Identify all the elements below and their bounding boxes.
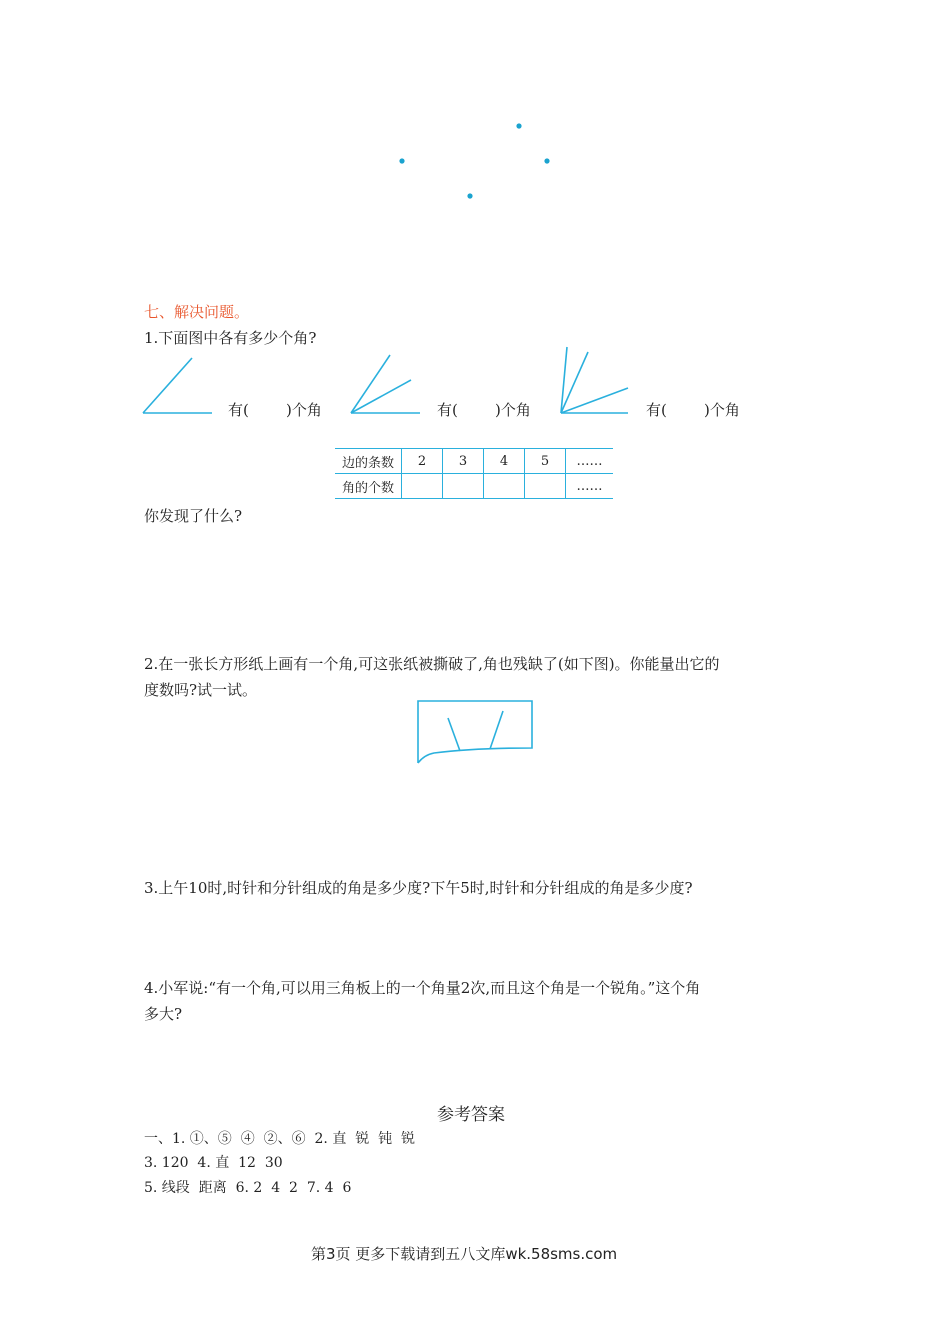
question-1: 1.下面图中各有多少个角?: [144, 329, 317, 347]
dots-figure: [0, 0, 950, 220]
torn-paper-figure: [414, 698, 544, 773]
table-row: [335, 449, 613, 474]
question-4-line-1: 4.小军说:“有一个角,可以用三角板上的一个角量2次,而且这个角是一个锐角。”这个角: [144, 979, 701, 997]
section-title: 七、解决问题。: [144, 303, 250, 321]
blank-label-open: 有(: [437, 401, 458, 419]
table-cell: 4: [484, 449, 525, 474]
table-cell[interactable]: [402, 474, 443, 499]
dot: [516, 123, 521, 128]
table-cell: 2: [402, 449, 443, 474]
blank-label-open: 有(: [228, 401, 249, 419]
table-row: [335, 474, 613, 499]
table-cell: ……: [566, 474, 614, 499]
sides-angles-table: [335, 448, 613, 499]
angle-figure-3: [558, 344, 638, 419]
angle-figure-1: [140, 355, 220, 425]
dot: [544, 158, 549, 163]
table-cell[interactable]: [525, 474, 566, 499]
answers-title: 参考答案: [437, 1105, 505, 1125]
row-header: 边的条数: [335, 449, 402, 474]
question-1-followup: 你发现了什么?: [144, 507, 243, 525]
dot: [399, 158, 404, 163]
question-3: 3.上午10时,时针和分针组成的角是多少度?下午5时,时针和分针组成的角是多少度?: [144, 879, 693, 897]
question-4-line-2: 多大?: [144, 1005, 183, 1023]
dot: [467, 193, 472, 198]
table-cell: 5: [525, 449, 566, 474]
answers-line-1: 一、1. ①、⑤ ④ ②、⑥ 2. 直 锐 钝 锐: [144, 1131, 416, 1147]
blank-label-close: )个角: [286, 401, 322, 419]
table-cell: ……: [566, 449, 614, 474]
table-cell[interactable]: [484, 474, 525, 499]
question-2-line-1: 2.在一张长方形纸上画有一个角,可这张纸被撕破了,角也残缺了(如下图)。你能量出它的: [144, 655, 720, 673]
blank-label-close: )个角: [704, 401, 740, 419]
question-2-line-2: 度数吗?试一试。: [144, 681, 258, 699]
row-header: 角的个数: [335, 474, 402, 499]
page-footer: 第3页 更多下载请到五八文库wk.58sms.com: [311, 1245, 618, 1263]
blank-label-close: )个角: [495, 401, 531, 419]
answers-line-3: 5. 线段 距离 6. 2 4 2 7. 4 6: [144, 1180, 352, 1196]
blank-label-open: 有(: [646, 401, 667, 419]
table-cell[interactable]: [443, 474, 484, 499]
angle-figure-2: [348, 350, 428, 420]
table-cell: 3: [443, 449, 484, 474]
answers-line-2: 3. 120 4. 直 12 30: [144, 1155, 283, 1171]
